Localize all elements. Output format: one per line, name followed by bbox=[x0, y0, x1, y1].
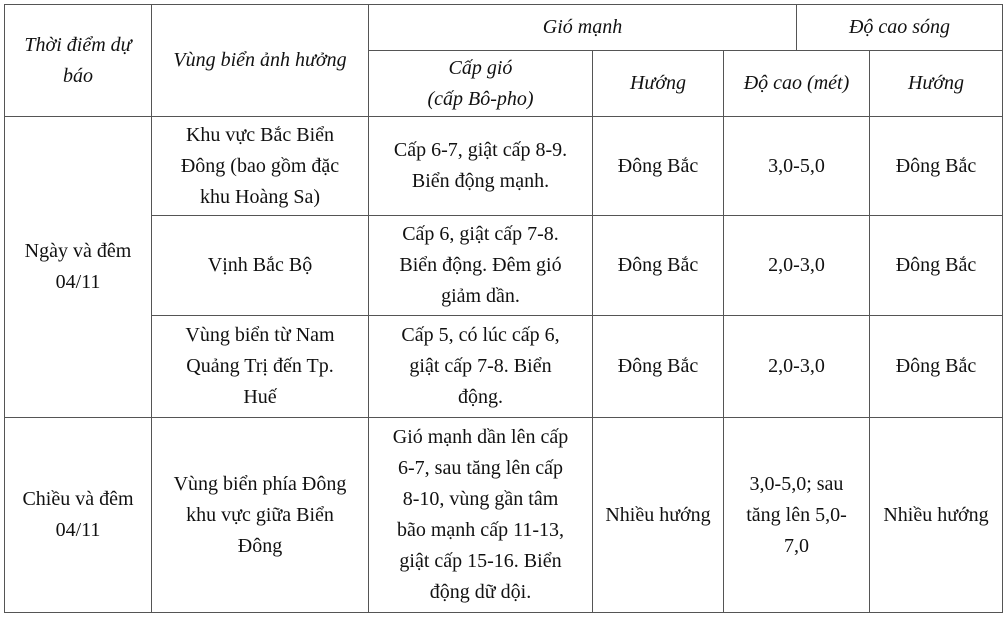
row-height: 3,0-5,0 bbox=[723, 116, 870, 216]
row-wind-direction: Đông Bắc bbox=[592, 215, 724, 316]
row-wind-direction: Nhiều hướng bbox=[592, 417, 724, 613]
row-wind-level: Cấp 6, giật cấp 7-8. Biển động. Đêm gió giảm dần. bbox=[368, 215, 593, 316]
header-wave-height: Độ cao sóng bbox=[796, 4, 1003, 51]
header-region: Vùng biển ảnh hưởng bbox=[151, 4, 369, 117]
header-time: Thời điểm dự báo bbox=[4, 4, 152, 117]
header-wave-direction: Hướng bbox=[869, 50, 1003, 117]
group-time: Chiều và đêm 04/11 bbox=[4, 417, 152, 613]
row-region: Khu vực Bắc Biển Đông (bao gồm đặc khu Hoàng Sa) bbox=[151, 116, 369, 216]
row-region: Vịnh Bắc Bộ bbox=[151, 215, 369, 316]
row-wind-direction: Đông Bắc bbox=[592, 315, 724, 418]
header-wind-level: Cấp gió (cấp Bô-pho) bbox=[368, 50, 593, 117]
row-height: 3,0-5,0; sau tăng lên 5,0- 7,0 bbox=[723, 417, 870, 613]
header-wind-direction: Hướng bbox=[592, 50, 724, 117]
row-wave-direction: Đông Bắc bbox=[869, 215, 1003, 316]
row-wind-level: Gió mạnh dần lên cấp 6-7, sau tăng lên cấp 8-10, vùng gần tâm bão mạnh cấp 11-13, giật cấp 15-16. Biển động dữ dội. bbox=[368, 417, 593, 613]
row-height: 2,0-3,0 bbox=[723, 215, 870, 316]
header-strong-wind: Gió mạnh bbox=[368, 4, 797, 51]
row-wave-direction: Đông Bắc bbox=[869, 315, 1003, 418]
row-region: Vùng biển từ Nam Quảng Trị đến Tp. Huế bbox=[151, 315, 369, 418]
row-wind-level: Cấp 5, có lúc cấp 6, giật cấp 7-8. Biển động. bbox=[368, 315, 593, 418]
header-height: Độ cao (mét) bbox=[723, 50, 870, 117]
row-wave-direction: Nhiều hướng bbox=[869, 417, 1003, 613]
row-wave-direction: Đông Bắc bbox=[869, 116, 1003, 216]
row-wind-level: Cấp 6-7, giật cấp 8-9. Biển động mạnh. bbox=[368, 116, 593, 216]
row-height: 2,0-3,0 bbox=[723, 315, 870, 418]
group-time: Ngày và đêm 04/11 bbox=[4, 116, 152, 418]
row-region: Vùng biển phía Đông khu vực giữa Biển Đông bbox=[151, 417, 369, 613]
row-wind-direction: Đông Bắc bbox=[592, 116, 724, 216]
